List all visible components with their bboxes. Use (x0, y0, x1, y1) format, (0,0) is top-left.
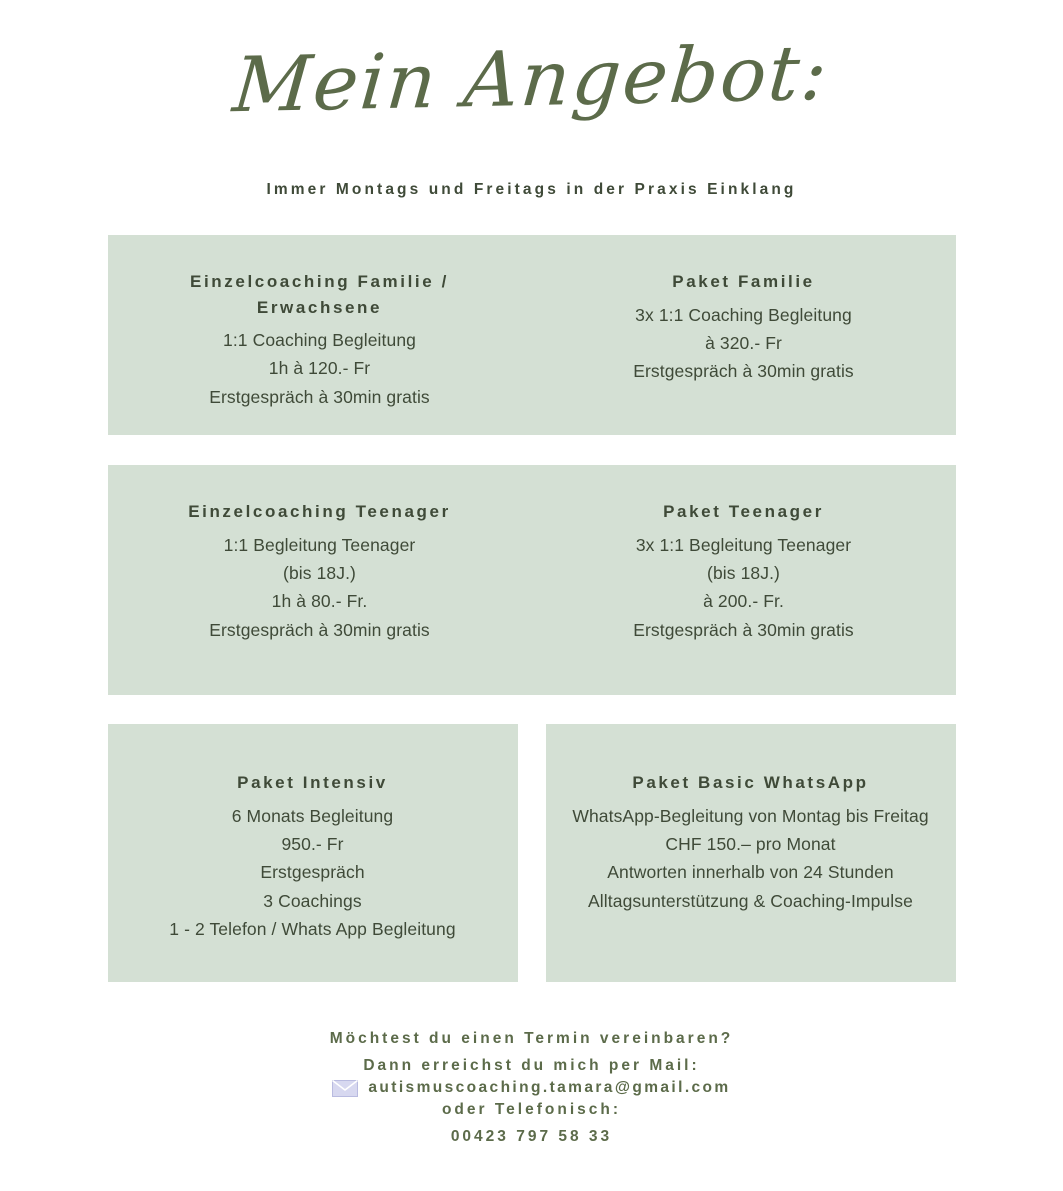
offer-line: (bis 18J.) (283, 562, 356, 583)
offer-band-3 (108, 724, 956, 982)
offer-line: 950.- Fr (281, 833, 344, 854)
offer-title: Paket Intensiv (237, 773, 388, 792)
offer-line: 3 Coachings (263, 890, 362, 911)
offer-title: Einzelcoaching Familie / Erwachsene (190, 272, 449, 317)
offer-line: 3x 1:1 Coaching Begleitung (635, 304, 852, 325)
offer-line: WhatsApp-Begleitung von Montag bis Freitag (572, 805, 929, 826)
offer-line: 1:1 Coaching Begleitung (223, 330, 416, 350)
offer-line: Alltagsunterstützung & Coaching-Impulse (588, 890, 913, 911)
page-title: Mein Angebot: (230, 27, 834, 130)
offer-line: Erstgespräch à 30min gratis (209, 386, 430, 407)
offer-line: Erstgespräch à 30min gratis (633, 361, 854, 382)
footer-phone-prompt: oder Telefonisch: (441, 1101, 622, 1119)
footer-email-row (0, 1079, 1063, 1097)
offer-line: 1 - 2 Telefon / Whats App Begleitung (169, 918, 456, 939)
offer-card-paket-basic-whatsapp (546, 724, 956, 982)
footer-email[interactable]: autismuscoaching.tamara@gmail.com (368, 1079, 731, 1097)
title-area (0, 0, 1063, 175)
offer-line: 1h à 120.- Fr (268, 358, 371, 379)
offer-card-einzelcoaching-teenager (108, 465, 532, 695)
offer-line: Erstgespräch à 30min gratis (633, 619, 854, 640)
offer-band-2 (108, 465, 956, 695)
offer-title: Paket Familie (672, 272, 815, 291)
offer-band-1 (108, 235, 956, 435)
offer-line: à 200.- Fr. (703, 591, 784, 612)
footer-mail-prompt: Dann erreichst du mich per Mail: (363, 1056, 700, 1074)
offer-card-paket-familie (532, 235, 956, 435)
offer-line: (bis 18J.) (707, 562, 780, 583)
offer-line: Erstgespräch à 30min gratis (209, 619, 430, 640)
offer-line: 6 Monats Begleitung (231, 805, 394, 826)
subtitle: Immer Montags und Freitags in der Praxis Einklang (266, 181, 797, 198)
offer-line: Erstgespräch (260, 862, 365, 883)
contact-footer (0, 1026, 1063, 1151)
footer-question: Möchtest du einen Termin vereinbaren? (329, 1030, 734, 1047)
offer-card-paket-intensiv (108, 724, 518, 982)
offer-card-einzelcoaching-familie (108, 235, 532, 435)
offer-line: 1h à 80.- Fr. (271, 591, 368, 612)
offer-line: CHF 150.– pro Monat (665, 833, 836, 854)
footer-phone[interactable]: 00423 797 58 33 (450, 1127, 613, 1145)
offer-line: à 320.- Fr (705, 332, 782, 353)
offer-line: Antworten innerhalb von 24 Stunden (607, 862, 894, 883)
offer-title: Paket Teenager (663, 502, 824, 521)
offer-title: Einzelcoaching Teenager (188, 502, 451, 521)
mail-icon (332, 1080, 358, 1097)
offer-line: 1:1 Begleitung Teenager (223, 534, 416, 555)
offer-card-paket-teenager (532, 465, 956, 695)
offer-title: Paket Basic WhatsApp (632, 773, 869, 792)
offer-line: 3x 1:1 Begleitung Teenager (635, 534, 852, 555)
